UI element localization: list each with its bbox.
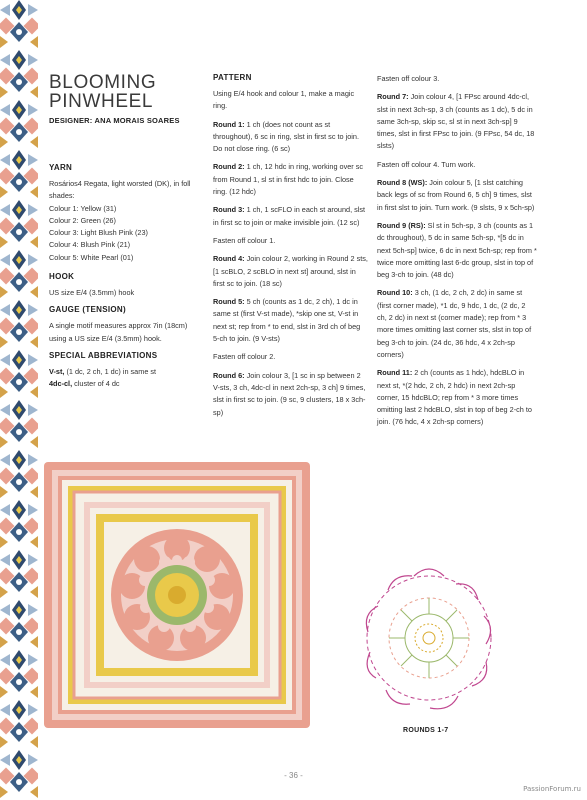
yarn-heading: YARN xyxy=(49,163,73,172)
fasten-off-2: Fasten off colour 2. xyxy=(213,352,276,362)
title-line-2: PINWHEEL xyxy=(49,91,154,112)
yarn-line: Colour 5: White Pearl (01) xyxy=(49,252,134,262)
hook-heading: HOOK xyxy=(49,272,75,282)
yarn-line: Colour 2: Green (26) xyxy=(49,215,116,225)
round-6: Round 6: Join colour 3, [1 sc in sp between 2 V-sts, 3 ch, 4dc-cl in next 2ch-sp, 3 ch] 9 times, slst in first sc to join. (9 sc, 9 clusters, 18 x 3ch-sp) xyxy=(213,370,366,417)
round-3: Round 3: 1 ch, 1 scFLO in each st around, slst in first sc to join or make invisible join. (12 sc) xyxy=(213,205,366,227)
hook-text: US size E/4 (3.5mm) hook xyxy=(49,288,135,298)
diagram-caption: ROUNDS 1-7 xyxy=(403,727,449,734)
round-7: Round 7: Join colour 4, [1 FPsc around 4dc-cl, slst in next 3ch-sp, 3 ch (counts as 1 dc), 5 dc in same 3ch-sp, skip sc, sl st in next 3ch-sp] 9 times, slst in first FPsc to join. (9 FPsc, 54 dc, 18 slsts) xyxy=(377,92,535,151)
round-1: Round 1: 1 ch (does not count as st throughout), 6 sc in ring, slst in first sc to join. Do not close ring. (6 sc) xyxy=(213,119,359,154)
round-4: Round 4: Join colour 2, working in Round 2 sts, [1 scBLO, 2 scBLO in next st] around, slst in first sc to join. (18 sc) xyxy=(213,254,368,288)
border-motifs xyxy=(0,0,38,798)
round-10: Round 10: 3 ch, (1 dc, 2 ch, 2 dc) in same st (first corner made), *1 dc, 9 hdc, 1 dc, (2 dc, 2 ch, 2 dc) in next st (corner made); rep from * 3 more times omitting last corner sts, slst in top of beg 3-ch to join. (24 dc, 36 hdc, 4 x 2ch-sp corners) xyxy=(377,288,532,359)
abbreviations-heading: SPECIAL ABBREVIATIONS xyxy=(49,350,158,360)
abbreviation-item: 4dc-cl, cluster of 4 dc xyxy=(49,379,120,389)
round-11: Round 11: 2 ch (counts as 1 hdc), hdcBLO in next st, *(2 hdc, 2 ch, 2 hdc) in next 2ch-sp corner, 15 hdcBLO; rep from * 3 more times omitting last 2 hdcBLO, slst in top of beg 2-ch to join. (76 hdc, 4 x 2ch-sp corners) xyxy=(377,368,532,427)
gauge-text: A single motif measures approx 7in (18cm) using a US size E/4 (3.5mm) hook. xyxy=(49,321,188,343)
crochet-square-photo xyxy=(44,462,310,728)
title-line-1: BLOOMING xyxy=(49,72,157,93)
page-title xyxy=(49,73,156,111)
round-2: Round 2: 1 ch, 12 hdc in ring, working over sc from Round 1, sl st in first hdc to join. Close ring. (12 hdc) xyxy=(213,162,364,197)
materials-column xyxy=(49,163,204,391)
yarn-line: Colour 4: Blush Pink (21) xyxy=(49,240,131,250)
pattern-column-2 xyxy=(377,73,537,429)
round-9: Round 9 (RS): Sl st in 5ch-sp, 3 ch (counts as 1 dc throughout), 5 dc in same 5ch-sp, *[5 dc in next 5ch-sp] twice, 6 dc in next 5ch-sp; rep from * twice more omitting last 6-dc group, slst in top of beg 3-ch to join. (48 dc) xyxy=(377,220,537,280)
fasten-off-3: Fasten off colour 3. xyxy=(377,74,440,83)
fasten-off-4: Fasten off colour 4. Turn work. xyxy=(377,159,476,169)
watermark: PassionForum.ru xyxy=(523,785,581,793)
designer-credit: DESIGNER: ANA MORAIS SOARES xyxy=(49,116,180,125)
pattern-intro: Using E/4 hook and colour 1, make a magic ring. xyxy=(213,89,355,111)
gauge-heading: GAUGE (TENSION) xyxy=(49,305,126,315)
round-8: Round 8 (WS): Join colour 5, [1 slst catching back legs of sc from Round 6, 5 ch] 9 times, slst in first slst to join. Turn work. (9 slsts, 9 x 5ch-sp) xyxy=(377,178,535,212)
yarn-line: Rosários4 Regata, light worsted (DK), in foll shades: xyxy=(49,179,191,201)
pattern-heading: PATTERN xyxy=(213,73,252,82)
round-5: Round 5: 5 ch (counts as 1 dc, 2 ch), 1 dc in same st (first V-st made), *skip one st, V-st in next st; rep from * to end, slst in 3rd ch of beg 5-ch to join. (9 V-sts) xyxy=(213,297,361,344)
yarn-line: Colour 3: Light Blush Pink (23) xyxy=(49,228,148,238)
crochet-chart-diagram xyxy=(354,558,504,718)
pattern-column-1 xyxy=(213,73,368,419)
abbreviation-item: V-st, (1 dc, 2 ch, 1 dc) in same st xyxy=(49,366,157,376)
decorative-border xyxy=(0,0,38,800)
fasten-off-1: Fasten off colour 1. xyxy=(213,235,276,245)
page-number: - 36 - xyxy=(284,771,303,780)
yarn-line: Colour 1: Yellow (31) xyxy=(49,203,117,213)
